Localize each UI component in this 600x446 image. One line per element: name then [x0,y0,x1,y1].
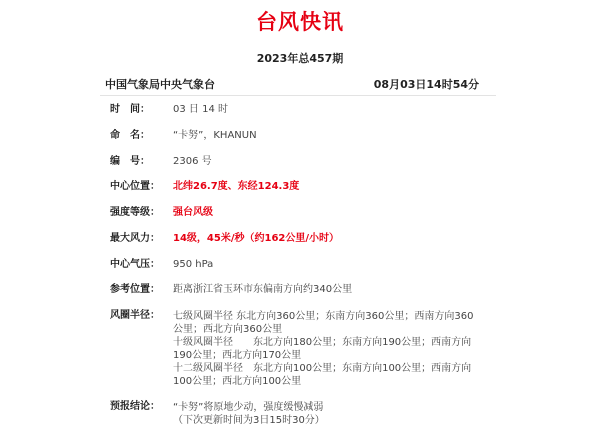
field-forecast-value [173,401,483,427]
field-wind-radius-label: 风圈半径： [110,310,160,321]
field-reference-position-value: 距离浙江省玉环市东偏南方向约340公里 [173,284,353,295]
wind-radius-line: 190公里；西北方向170公里 [173,350,302,361]
field-number-value: 2306 号 [173,156,212,167]
wind-radius-line: 十级风圈半径 东北方向180公里；东南方向190公里；西南方向 [173,337,472,348]
field-center-position-label: 中心位置： [110,181,160,192]
issuing-agency: 中国气象局中央气象台 [105,78,215,91]
bulletin-title: 台风快讯 [256,10,344,34]
issue-number: 2023年总457期 [256,52,344,65]
field-center-pressure-value: 950 hPa [173,259,214,270]
field-time-value: 03 日 14 时 [173,104,228,115]
field-intensity-label: 强度等级： [110,207,160,218]
wind-radius-line: 十二级风圈半径 东北方向100公里；东南方向100公里；西南方向 [173,363,472,374]
field-center-pressure-label: 中心气压： [110,259,160,270]
wind-radius-line: 七级风圈半径 东北方向360公里；东南方向360公里；西南方向360 [173,311,474,322]
field-name-value: “卡努”，KHANUN [173,130,257,141]
field-time-label: 时 间： [110,104,150,115]
field-max-wind-label: 最大风力： [110,233,160,244]
wind-radius-line: 公里；西北方向360公里 [173,324,283,335]
field-center-position-value: 北纬26.7度、东经124.3度 [173,181,300,192]
header-divider [100,95,496,96]
field-name-label: 命 名： [110,130,150,141]
field-forecast-label: 预报结论： [110,401,160,412]
field-number-label: 编 号： [110,156,150,167]
forecast-line: “卡努”将原地少动，强度缓慢减弱 [173,402,324,413]
field-intensity-value: 强台风级 [173,207,213,218]
field-max-wind-value: 14级，45米/秒（约162公里/小时） [173,233,340,244]
field-reference-position-label: 参考位置： [110,284,160,295]
forecast-line: （下次更新时间为3日15时30分） [173,415,325,426]
field-wind-radius-value [173,310,483,388]
issue-time: 08月03日14时54分 [373,78,479,91]
wind-radius-line: 100公里；西北方向100公里 [173,376,302,387]
